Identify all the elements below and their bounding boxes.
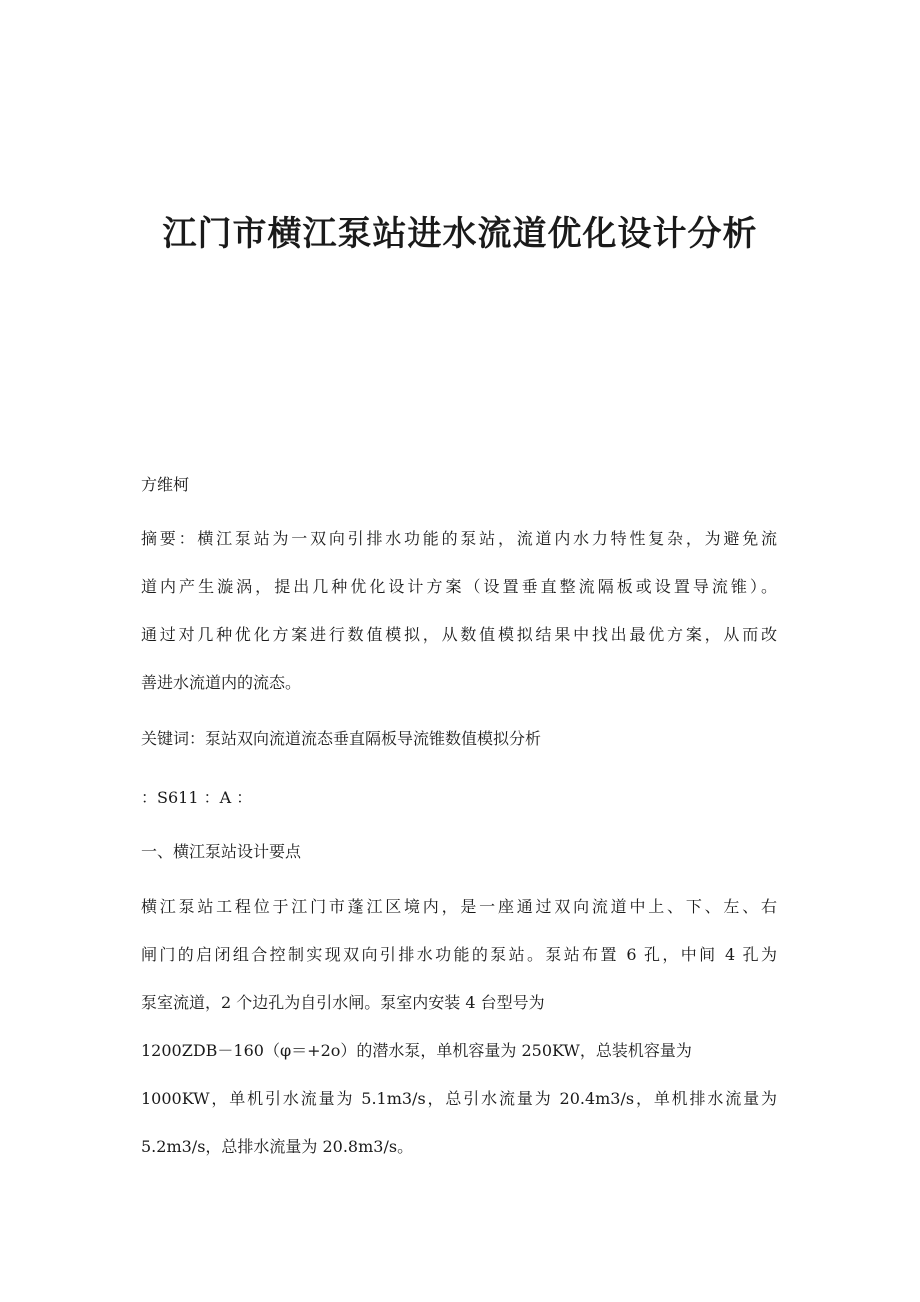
section-line: 1200ZDB－160（φ＝+2o）的潜水泵，单机容量为 250KW，总装机容量为 (141, 1041, 692, 1060)
classification-line: ：S611 ：A ： (141, 788, 253, 807)
abstract-line: 道内产生漩涡，提出几种优化设计方案（设置垂直整流隔板或设置导流锥）。 (141, 577, 777, 596)
document-title: 江门市横江泵站进水流道优化设计分析 (162, 214, 758, 254)
section-line: 横江泵站工程位于江门市蓬江区境内，是一座通过双向流道中上、下、左、右 (141, 897, 777, 916)
section-line: 5.2m3/s，总排水流量为 20.8m3/s。 (141, 1137, 414, 1156)
section-line: 泵室流道，2 个边孔为自引水闸。泵室内安装 4 台型号为 (141, 993, 545, 1012)
abstract-line: 通过对几种优化方案进行数值模拟，从数值模拟结果中找出最优方案，从而改 (141, 625, 777, 644)
section-paragraph (141, 895, 777, 1183)
keywords-line: 关键词：泵站双向流道流态垂直隔板导流锥数值模拟分析 (141, 729, 542, 748)
abstract-line: 善进水流道内的流态。 (141, 673, 302, 692)
author-name: 方维柯 (141, 475, 190, 494)
section-line: 1000KW，单机引水流量为 5.1m3/s，总引水流量为 20.4m3/s，单机排水流量为 (141, 1089, 777, 1108)
abstract-paragraph (141, 527, 777, 719)
section-line: 闸门的启闭组合控制实现双向引排水功能的泵站。泵站布置 6 孔，中间 4 孔为 (141, 945, 777, 964)
section-heading: 一、横江泵站设计要点 (141, 842, 302, 861)
abstract-line: 摘要：横江泵站为一双向引排水功能的泵站，流道内水力特性复杂，为避免流 (141, 529, 777, 548)
